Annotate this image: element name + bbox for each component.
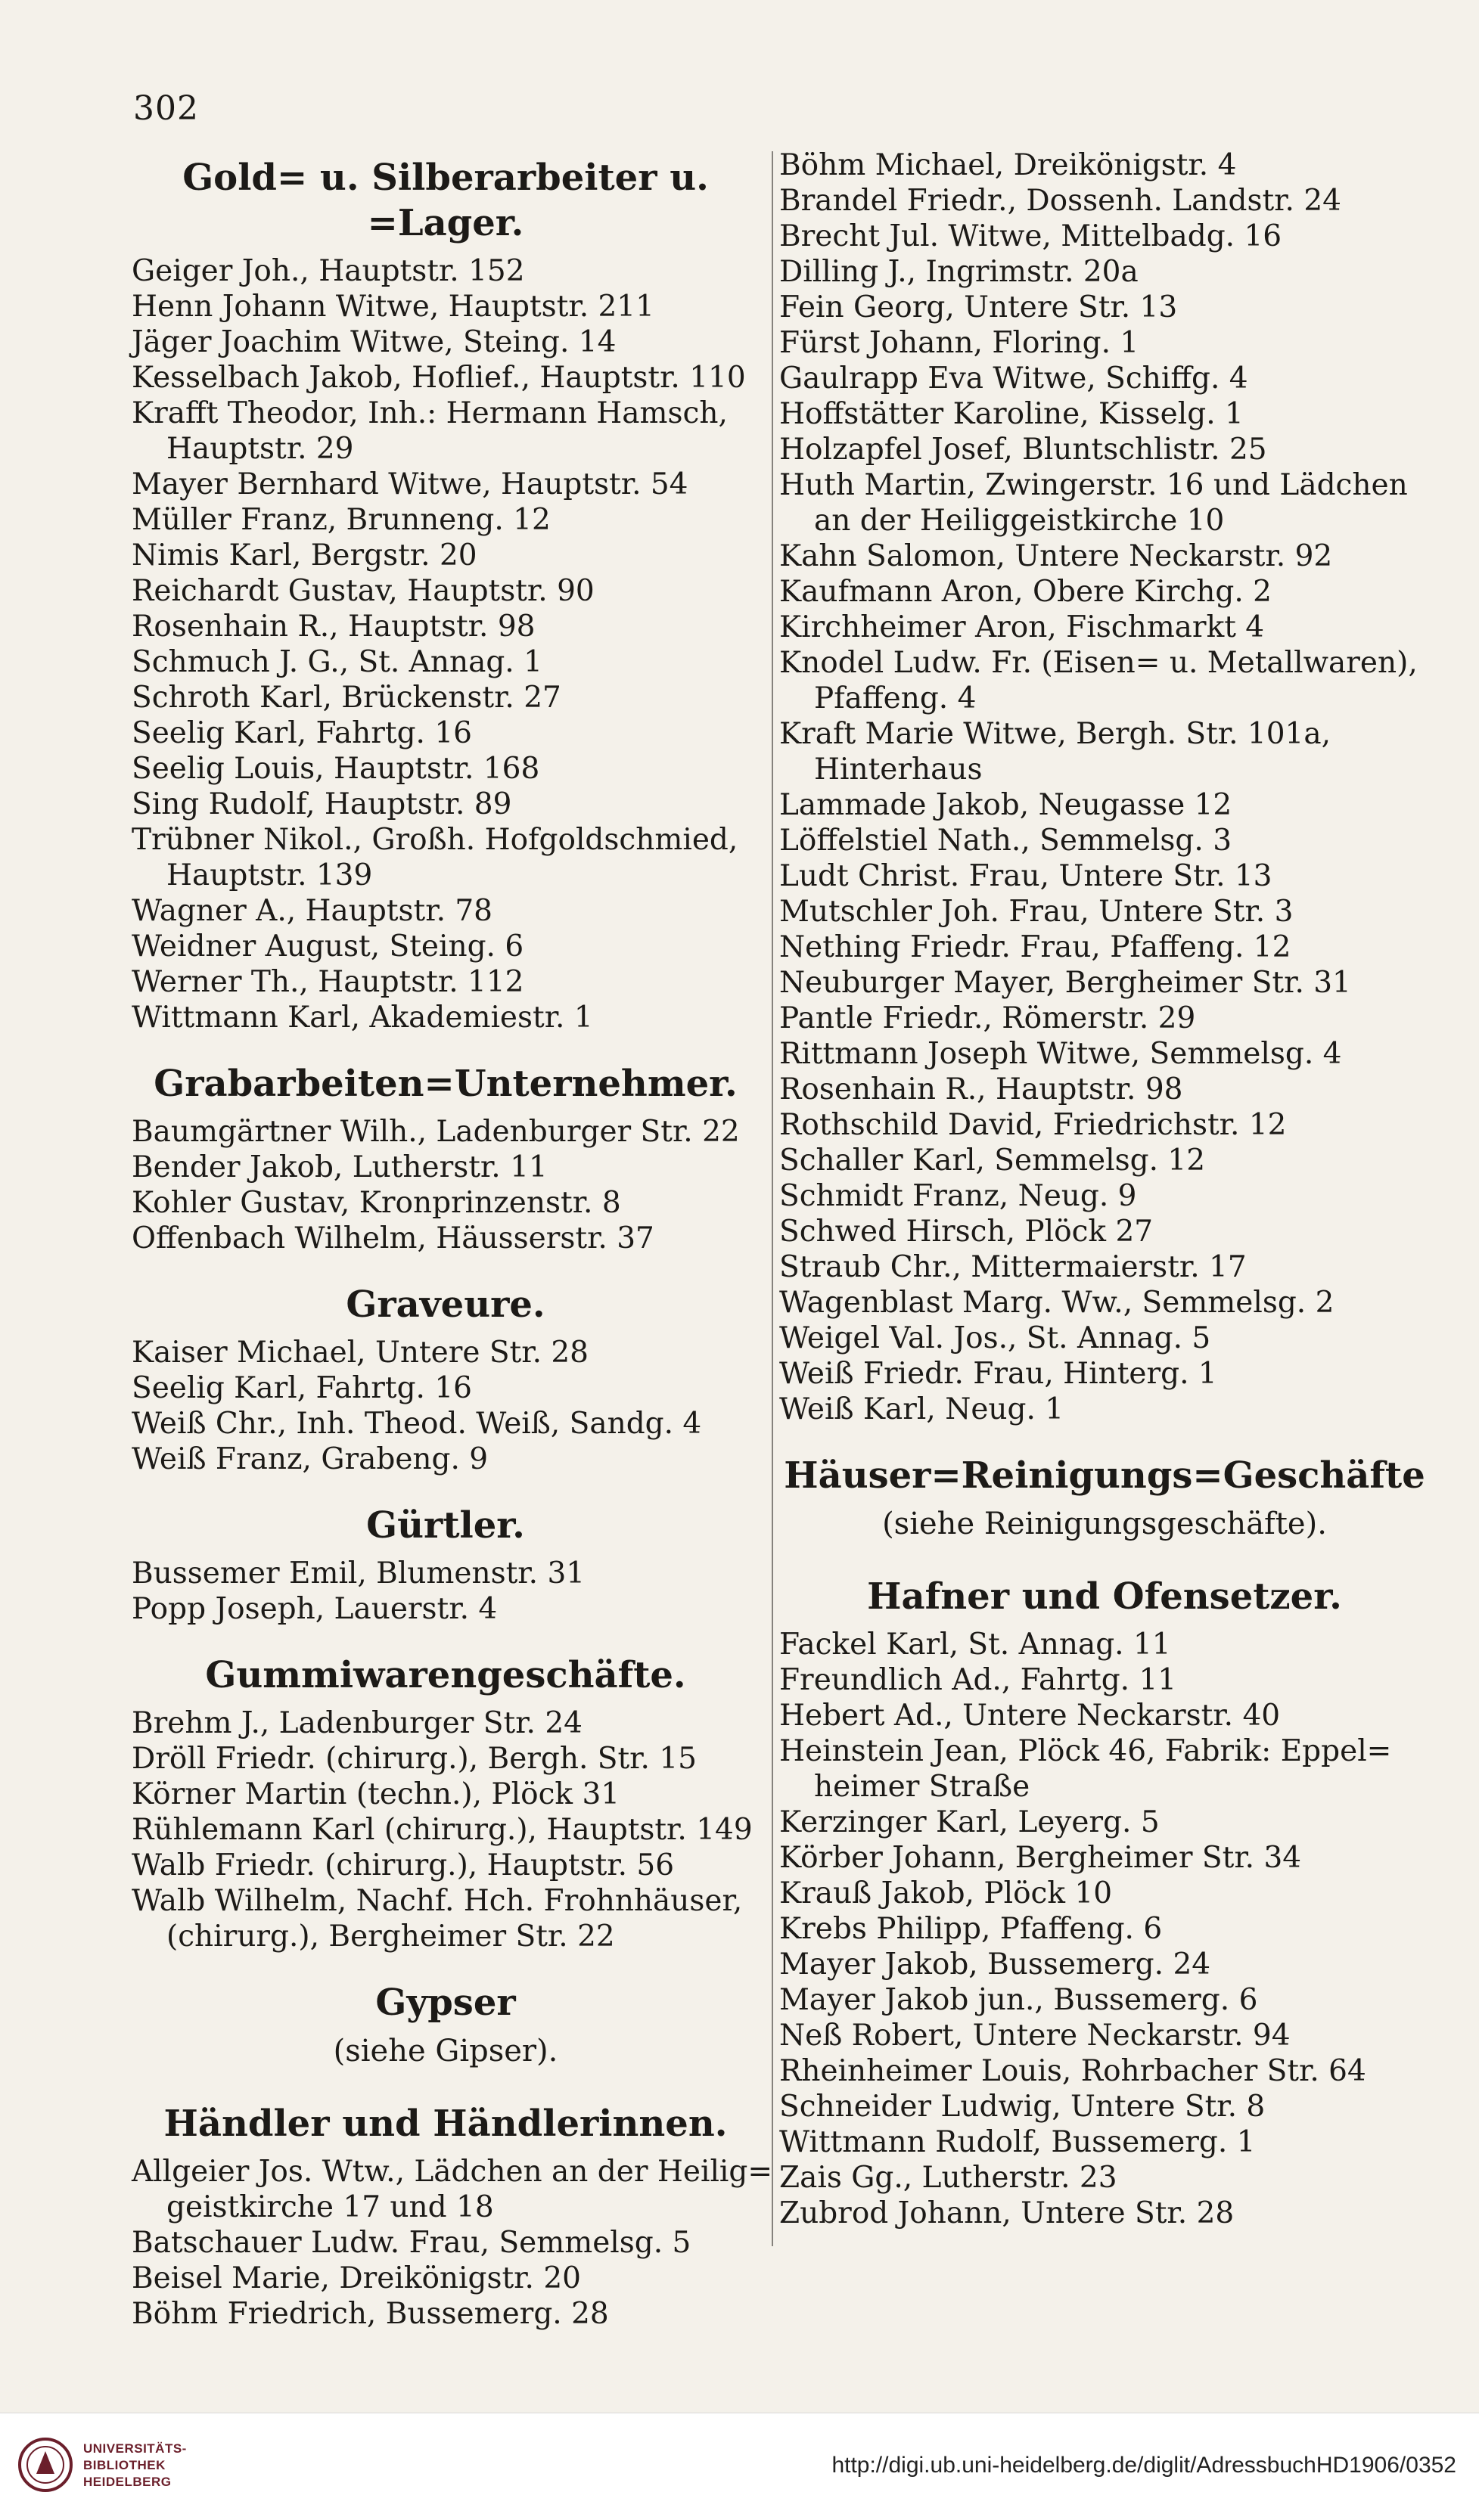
directory-entry [779, 290, 1430, 325]
directory-section [132, 2101, 773, 2332]
entry-line: Nething Friedr. Frau, Pfaffeng. 12 [779, 930, 1291, 964]
entry-line: Jäger Joachim Witwe, Steing. 14 [132, 325, 617, 359]
directory-section [132, 1282, 760, 1477]
entry-line: Nimis Karl, Bergstr. 20 [132, 538, 477, 573]
entry-line: Weiß Friedr. Frau, Hinterg. 1 [779, 1357, 1217, 1391]
entry-line: Wittmann Karl, Akademiestr. 1 [132, 1001, 593, 1035]
entry-line: Rothschild David, Friedrichstr. 12 [779, 1108, 1287, 1142]
entry-line: Brandel Friedr., Dossenh. Landstr. 24 [779, 184, 1341, 218]
entry-line: Fackel Karl, St. Annag. 11 [779, 1628, 1171, 1662]
directory-entry [779, 467, 1430, 538]
entry-line: Weigel Val. Jos., St. Annag. 5 [779, 1321, 1211, 1355]
directory-entry [779, 1947, 1430, 1982]
entry-line: Lammade Jakob, Neugasse 12 [779, 788, 1232, 822]
logo-line: BIBLIOTHEK [83, 2458, 166, 2472]
entry-continuation: geistkirche 17 und 18 [166, 2190, 494, 2224]
footer-bar [0, 2413, 1479, 2520]
right-column [779, 147, 1430, 2231]
directory-entry [132, 1221, 760, 1256]
directory-entry [132, 609, 760, 644]
entry-line: Krafft Theodor, Inh.: Hermann Hamsch, [132, 396, 728, 430]
directory-entry [132, 787, 760, 822]
entry-line: Baumgärtner Wilh., Ladenburger Str. 22 [132, 1115, 740, 1149]
directory-entry [779, 965, 1430, 1001]
directory-entry [779, 823, 1430, 858]
section-gap [779, 1427, 1430, 1453]
directory-entry [132, 1741, 760, 1777]
entry-line: Mutschler Joh. Frau, Untere Str. 3 [779, 895, 1294, 929]
entry-line: Geiger Joh., Hauptstr. 152 [132, 254, 525, 288]
directory-entry [779, 1662, 1430, 1698]
section-gap [132, 1627, 760, 1653]
entry-line: Allgeier Jos. Wtw., Lädchen an der Heilig= [132, 2155, 773, 2189]
directory-entry [779, 2018, 1430, 2053]
directory-entry [779, 396, 1430, 432]
entry-line: Kraft Marie Witwe, Bergh. Str. 101a, [779, 717, 1331, 751]
directory-entry [779, 2160, 1430, 2196]
directory-section [779, 1453, 1430, 1542]
directory-entry [132, 253, 760, 289]
entry-line: Kahn Salomon, Untere Neckarstr. 92 [779, 539, 1333, 573]
entry-line: Krebs Philipp, Pfaffeng. 6 [779, 1912, 1163, 1946]
directory-section [132, 155, 760, 1035]
section-title: Gummiwarengeschäfte. [205, 1654, 686, 1696]
directory-entry [779, 219, 1430, 254]
directory-entry [132, 1335, 760, 1370]
directory-entry [132, 502, 760, 538]
left-column [132, 155, 773, 2332]
directory-entry [779, 147, 1430, 183]
directory-entry [779, 610, 1430, 645]
entry-line: Pantle Friedr., Römerstr. 29 [779, 1001, 1196, 1035]
entry-line: Schmuch J. G., St. Annag. 1 [132, 645, 542, 679]
entry-line: Batschauer Ludw. Frau, Semmelsg. 5 [132, 2226, 691, 2260]
entry-line: Wagner A., Hauptstr. 78 [132, 894, 492, 928]
directory-entry [132, 1591, 760, 1627]
entry-line: Kirchheimer Aron, Fischmarkt 4 [779, 610, 1265, 644]
directory-entry [779, 361, 1430, 396]
directory-entry [779, 1214, 1430, 1249]
section-title: Graveure. [346, 1283, 545, 1326]
section-gap [132, 1256, 760, 1282]
entry-line: Hebert Ad., Untere Neckarstr. 40 [779, 1699, 1281, 1733]
directory-entry [132, 1114, 760, 1150]
entry-line: Krauß Jakob, Plöck 10 [779, 1876, 1113, 1910]
entry-line: Gaulrapp Eva Witwe, Schiffg. 4 [779, 362, 1248, 396]
directory-entry [132, 964, 760, 1000]
entry-line: Schroth Karl, Brückenstr. 27 [132, 681, 561, 715]
entry-line: Schmidt Franz, Neug. 9 [779, 1179, 1137, 1213]
directory-entry [132, 573, 760, 609]
directory-entry [132, 1556, 760, 1591]
section-title: Hafner und Ofensetzer. [867, 1575, 1342, 1618]
university-seal-icon [17, 2436, 74, 2494]
entry-line: Brecht Jul. Witwe, Mittelbadg. 16 [779, 219, 1282, 253]
entry-line: Rittmann Joseph Witwe, Semmelsg. 4 [779, 1037, 1342, 1071]
entry-continuation: heimer Straße [814, 1770, 1030, 1804]
entry-line: Holzapfel Josef, Bluntschlistr. 25 [779, 433, 1267, 467]
directory-entry [779, 894, 1430, 929]
directory-entry [779, 2196, 1430, 2231]
directory-entry [779, 1911, 1430, 1947]
entry-line: Weidner August, Steing. 6 [132, 929, 524, 964]
entry-line: Seelig Karl, Fahrtg. 16 [132, 716, 472, 750]
column-divider [772, 151, 773, 2246]
directory-entry [779, 1107, 1430, 1143]
page-number: 302 [133, 89, 199, 128]
directory-entry [132, 1705, 760, 1741]
entry-line: Walb Friedr. (chirurg.), Hauptstr. 56 [132, 1848, 675, 1882]
entry-line: Brehm J., Ladenburger Str. 24 [132, 1706, 583, 1740]
directory-entry [132, 2261, 760, 2296]
entry-line: Neß Robert, Untere Neckarstr. 94 [779, 2019, 1291, 2053]
entry-line: Rheinheimer Louis, Rohrbacher Str. 64 [779, 2054, 1366, 2088]
entry-continuation: (chirurg.), Bergheimer Str. 22 [166, 1919, 615, 1954]
directory-entry [779, 1072, 1430, 1107]
section-note: (siehe Reinigungsgeschäfte). [882, 1507, 1327, 1541]
section-title: Gürtler. [366, 1504, 525, 1547]
section-title: Häuser=Reinigungs=Geschäfte [784, 1454, 1425, 1497]
directory-entry [132, 1185, 760, 1221]
section-title: Händler und Händlerinnen. [163, 2103, 728, 2145]
entry-line: Popp Joseph, Lauerstr. 4 [132, 1592, 498, 1626]
entry-line: Rosenhain R., Hauptstr. 98 [779, 1072, 1183, 1106]
entry-line: Zais Gg., Lutherstr. 23 [779, 2161, 1117, 2195]
entry-line: Körner Martin (techn.), Plöck 31 [132, 1777, 620, 1811]
entry-line: Seelig Louis, Hauptstr. 168 [132, 752, 540, 786]
entry-line: Böhm Friedrich, Bussemerg. 28 [132, 2297, 609, 2331]
entry-line: Kerzinger Karl, Leyerg. 5 [779, 1805, 1160, 1839]
directory-entry [132, 2296, 760, 2332]
directory-entry [132, 1883, 760, 1954]
entry-line: Mayer Bernhard Witwe, Hauptstr. 54 [132, 467, 688, 501]
directory-entry [132, 929, 760, 964]
directory-entry [779, 1805, 1430, 1840]
section-gap [132, 1035, 760, 1061]
directory-entry [779, 183, 1430, 219]
section-gap [132, 1477, 760, 1503]
entry-line: Heinstein Jean, Plöck 46, Fabrik: Eppel= [779, 1734, 1392, 1768]
entry-line: Sing Rudolf, Hauptstr. 89 [132, 787, 512, 821]
directory-entry [132, 1150, 760, 1185]
directory-entry [132, 644, 760, 680]
entry-line: Bussemer Emil, Blumenstr. 31 [132, 1556, 586, 1591]
directory-entry [779, 254, 1430, 290]
directory-entry [779, 1733, 1430, 1805]
entry-line: Hoffstätter Karoline, Kisselg. 1 [779, 397, 1244, 431]
section-note: (siehe Gipser). [333, 2034, 558, 2068]
entry-line: Freundlich Ad., Fahrtg. 11 [779, 1663, 1177, 1697]
entry-line: Trübner Nikol., Großh. Hofgoldschmied, [132, 823, 738, 857]
directory-entry [779, 1178, 1430, 1214]
entry-line: Henn Johann Witwe, Hauptstr. 211 [132, 290, 654, 324]
entry-line: Müller Franz, Brunneng. 12 [132, 503, 551, 537]
logo-line: UNIVERSITÄTS- [83, 2441, 187, 2456]
entry-line: Schneider Ludwig, Untere Str. 8 [779, 2090, 1266, 2124]
directory-entry [132, 324, 760, 360]
directory-entry [132, 715, 760, 751]
entry-line: Bender Jakob, Lutherstr. 11 [132, 1150, 548, 1184]
entry-line: Dilling J., Ingrimstr. 20a [779, 255, 1139, 289]
directory-entry [132, 1000, 760, 1035]
directory-entry [132, 1406, 760, 1442]
entry-line: Rosenhain R., Hauptstr. 98 [132, 610, 536, 644]
directory-entry [132, 1777, 760, 1812]
entry-continuation: an der Heiliggeistkirche 10 [814, 504, 1225, 538]
entry-line: Neuburger Mayer, Bergheimer Str. 31 [779, 966, 1351, 1000]
entry-line: Schwed Hirsch, Plöck 27 [779, 1215, 1154, 1249]
entry-line: Körber Johann, Bergheimer Str. 34 [779, 1841, 1302, 1875]
directory-entry [132, 751, 760, 787]
entry-line: Wittmann Rudolf, Bussemerg. 1 [779, 2125, 1256, 2159]
directory-section [779, 147, 1430, 1427]
directory-entry [132, 1848, 760, 1883]
directory-entry [132, 1370, 760, 1406]
directory-entry [779, 1356, 1430, 1392]
library-logo-text [83, 2441, 187, 2491]
directory-entry [132, 822, 760, 893]
directory-entry [779, 1249, 1430, 1285]
directory-entry [779, 1143, 1430, 1178]
directory-entry [779, 2053, 1430, 2089]
directory-entry [779, 645, 1430, 716]
directory-entry [132, 1812, 760, 1848]
entry-line: Knodel Ludw. Fr. (Eisen= u. Metallwaren), [779, 646, 1418, 680]
directory-entry [779, 1285, 1430, 1321]
section-title: Gypser [375, 1982, 516, 2024]
entry-line: Löffelstiel Nath., Semmelsg. 3 [779, 824, 1232, 858]
entry-line: Böhm Michael, Dreikönigstr. 4 [779, 148, 1237, 182]
entry-line: Mayer Jakob, Bussemerg. 24 [779, 1947, 1211, 1982]
directory-entry [779, 1982, 1430, 2018]
directory-entry [779, 858, 1430, 894]
directory-entry [132, 680, 760, 715]
directory-entry [779, 2089, 1430, 2124]
directory-section [132, 1503, 760, 1627]
section-title: Gold= u. Silberarbeiter u. =Lager. [182, 157, 709, 244]
directory-entry [132, 538, 760, 573]
directory-entry [132, 2154, 773, 2225]
entry-line: Rühlemann Karl (chirurg.), Hauptstr. 149 [132, 1813, 753, 1847]
directory-entry [132, 396, 760, 467]
entry-continuation: Hauptstr. 29 [166, 432, 354, 466]
directory-section [779, 1574, 1430, 2231]
directory-section [132, 1980, 760, 2069]
entry-line: Dröll Friedr. (chirurg.), Bergh. Str. 15 [132, 1742, 697, 1776]
entry-line: Kesselbach Jakob, Hoflief., Hauptstr. 110 [132, 361, 746, 395]
directory-entry [779, 716, 1430, 787]
directory-entry [779, 1627, 1430, 1662]
directory-entry [779, 325, 1430, 361]
entry-line: Huth Martin, Zwingerstr. 16 und Lädchen [779, 468, 1408, 502]
entry-line: Straub Chr., Mittermaierstr. 17 [779, 1250, 1247, 1284]
entry-line: Weiß Chr., Inh. Theod. Weiß, Sandg. 4 [132, 1407, 702, 1441]
directory-entry [132, 893, 760, 929]
entry-line: Werner Th., Hauptstr. 112 [132, 965, 524, 999]
directory-entry [779, 1001, 1430, 1036]
directory-entry [779, 574, 1430, 610]
directory-section [132, 1061, 760, 1256]
source-url-link[interactable]: http://digi.ub.uni-heidelberg.de/diglit/AdressbuchHD1906/0352 [831, 2453, 1456, 2478]
directory-entry [779, 538, 1430, 574]
directory-entry [132, 2225, 760, 2261]
entry-line: Weiß Franz, Grabeng. 9 [132, 1442, 489, 1476]
entry-line: Kohler Gustav, Kronprinzenstr. 8 [132, 1186, 621, 1220]
entry-line: Ludt Christ. Frau, Untere Str. 13 [779, 859, 1272, 893]
directory-entry [779, 1840, 1430, 1876]
entry-continuation: Hauptstr. 139 [166, 858, 373, 892]
directory-entry [779, 1321, 1430, 1356]
entry-line: Wagenblast Marg. Ww., Semmelsg. 2 [779, 1286, 1335, 1320]
entry-line: Seelig Karl, Fahrtg. 16 [132, 1371, 472, 1405]
directory-entry [779, 1698, 1430, 1733]
directory-entry [779, 432, 1430, 467]
directory-entry [779, 1876, 1430, 1911]
directory-entry [779, 929, 1430, 965]
entry-line: Mayer Jakob jun., Bussemerg. 6 [779, 1983, 1258, 2017]
directory-entry [779, 1392, 1430, 1427]
entry-line: Kaufmann Aron, Obere Kirchg. 2 [779, 575, 1272, 609]
section-gap [779, 1548, 1430, 1574]
directory-entry [132, 1442, 760, 1477]
directory-entry [132, 467, 760, 502]
logo-line: HEIDELBERG [83, 2475, 172, 2489]
entry-line: Weiß Karl, Neug. 1 [779, 1392, 1064, 1426]
entry-continuation: Pfaffeng. 4 [814, 681, 977, 715]
directory-entry [132, 289, 760, 324]
section-title: Grabarbeiten=Unternehmer. [154, 1063, 738, 1105]
section-gap [132, 1954, 760, 1980]
section-gap [132, 2075, 760, 2101]
entry-line: Schaller Karl, Semmelsg. 12 [779, 1144, 1206, 1178]
directory-entry [779, 787, 1430, 823]
entry-line: Fein Georg, Untere Str. 13 [779, 290, 1178, 324]
entry-line: Kaiser Michael, Untere Str. 28 [132, 1336, 589, 1370]
entry-line: Walb Wilhelm, Nachf. Hch. Frohnhäuser, [132, 1884, 743, 1918]
entry-line: Zubrod Johann, Untere Str. 28 [779, 2196, 1235, 2230]
entry-line: Beisel Marie, Dreikönigstr. 20 [132, 2261, 581, 2295]
directory-entry [779, 2124, 1430, 2160]
directory-entry [779, 1036, 1430, 1072]
directory-entry [132, 360, 760, 396]
entry-line: Reichardt Gustav, Hauptstr. 90 [132, 574, 595, 608]
entry-line: Offenbach Wilhelm, Häusserstr. 37 [132, 1221, 654, 1255]
directory-section [132, 1653, 760, 1954]
entry-line: Fürst Johann, Floring. 1 [779, 326, 1139, 360]
entry-continuation: Hinterhaus [814, 753, 983, 787]
